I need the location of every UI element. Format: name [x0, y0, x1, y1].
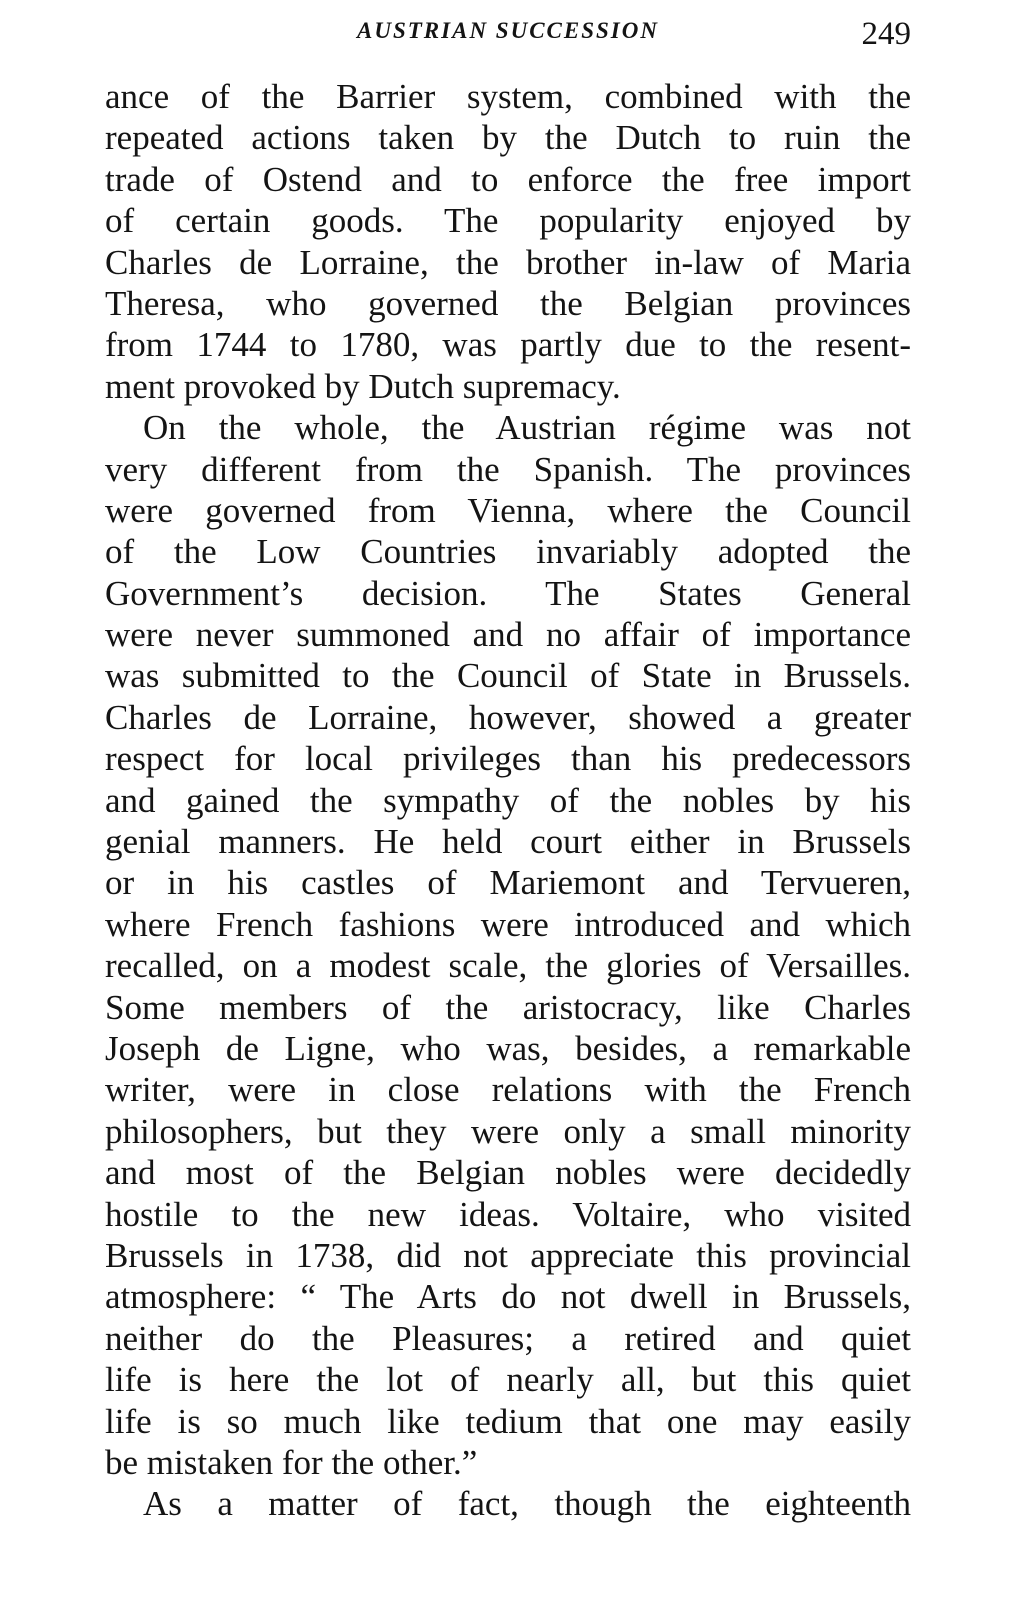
text-line: neither do the Pleasures; a retired and quiet	[105, 1318, 911, 1358]
text-line: from 1744 to 1780, was partly due to the resent-	[105, 325, 911, 365]
text-line: and most of the Belgian nobles were decidedly	[105, 1153, 911, 1193]
text-line: where French fashions were introduced and which	[105, 904, 911, 944]
text-line: of certain goods. The popularity enjoyed by	[105, 201, 911, 241]
text-line: As a matter of fact, though the eighteenth	[143, 1484, 911, 1524]
text-line: were governed from Vienna, where the Council	[105, 490, 911, 530]
text-line: writer, were in close relations with the French	[105, 1070, 911, 1110]
text-line: Brussels in 1738, did not appreciate this provincial	[105, 1235, 911, 1275]
text-line: repeated actions taken by the Dutch to ruin the	[105, 118, 911, 158]
text-line: were never summoned and no affair of importance	[105, 615, 911, 655]
text-line: or in his castles of Mariemont and Tervueren,	[105, 863, 911, 903]
body-text	[105, 76, 911, 1525]
text-line: atmosphere: “ The Arts do not dwell in Brussels,	[105, 1277, 911, 1317]
text-line: Charles de Lorraine, however, showed a greater	[105, 697, 911, 737]
text-line: Some members of the aristocracy, like Charles	[105, 987, 911, 1027]
running-header	[105, 14, 911, 50]
text-line: ance of the Barrier system, combined with the	[105, 77, 911, 116]
text-line: life is so much like tedium that one may easily	[105, 1401, 911, 1441]
text-line: Government’s decision. The States General	[105, 573, 911, 613]
page-number: 249	[861, 16, 911, 52]
running-title: AUSTRIAN SUCCESSION	[357, 18, 659, 43]
text-line: life is here the lot of nearly all, but this quiet	[105, 1360, 911, 1400]
text-line: trade of Ostend and to enforce the free import	[105, 159, 911, 199]
text-line: be mistaken for the other.”	[105, 1442, 478, 1482]
text-line: Joseph de Ligne, who was, besides, a remarkable	[105, 1028, 911, 1068]
text-line: recalled, on a modest scale, the glories of Versailles.	[105, 946, 911, 986]
text-line: of the Low Countries invariably adopted the	[105, 532, 911, 572]
text-line: respect for local privileges than his predecessors	[105, 739, 911, 779]
text-line: genial manners. He held court either in Brussels	[105, 822, 911, 862]
text-line: Charles de Lorraine, the brother in-law of Maria	[105, 242, 911, 282]
text-line: hostile to the new ideas. Voltaire, who visited	[105, 1194, 911, 1234]
text-line: was submitted to the Council of State in Brussels.	[105, 656, 911, 696]
text-line: philosophers, but they were only a small minority	[105, 1111, 911, 1151]
text-line: Theresa, who governed the Belgian provinces	[105, 283, 911, 323]
text-line: very different from the Spanish. The provinces	[105, 449, 911, 489]
text-line: On the whole, the Austrian régime was not	[143, 408, 911, 448]
text-line: and gained the sympathy of the nobles by his	[105, 780, 911, 820]
text-line: ment provoked by Dutch supremacy.	[105, 366, 621, 406]
